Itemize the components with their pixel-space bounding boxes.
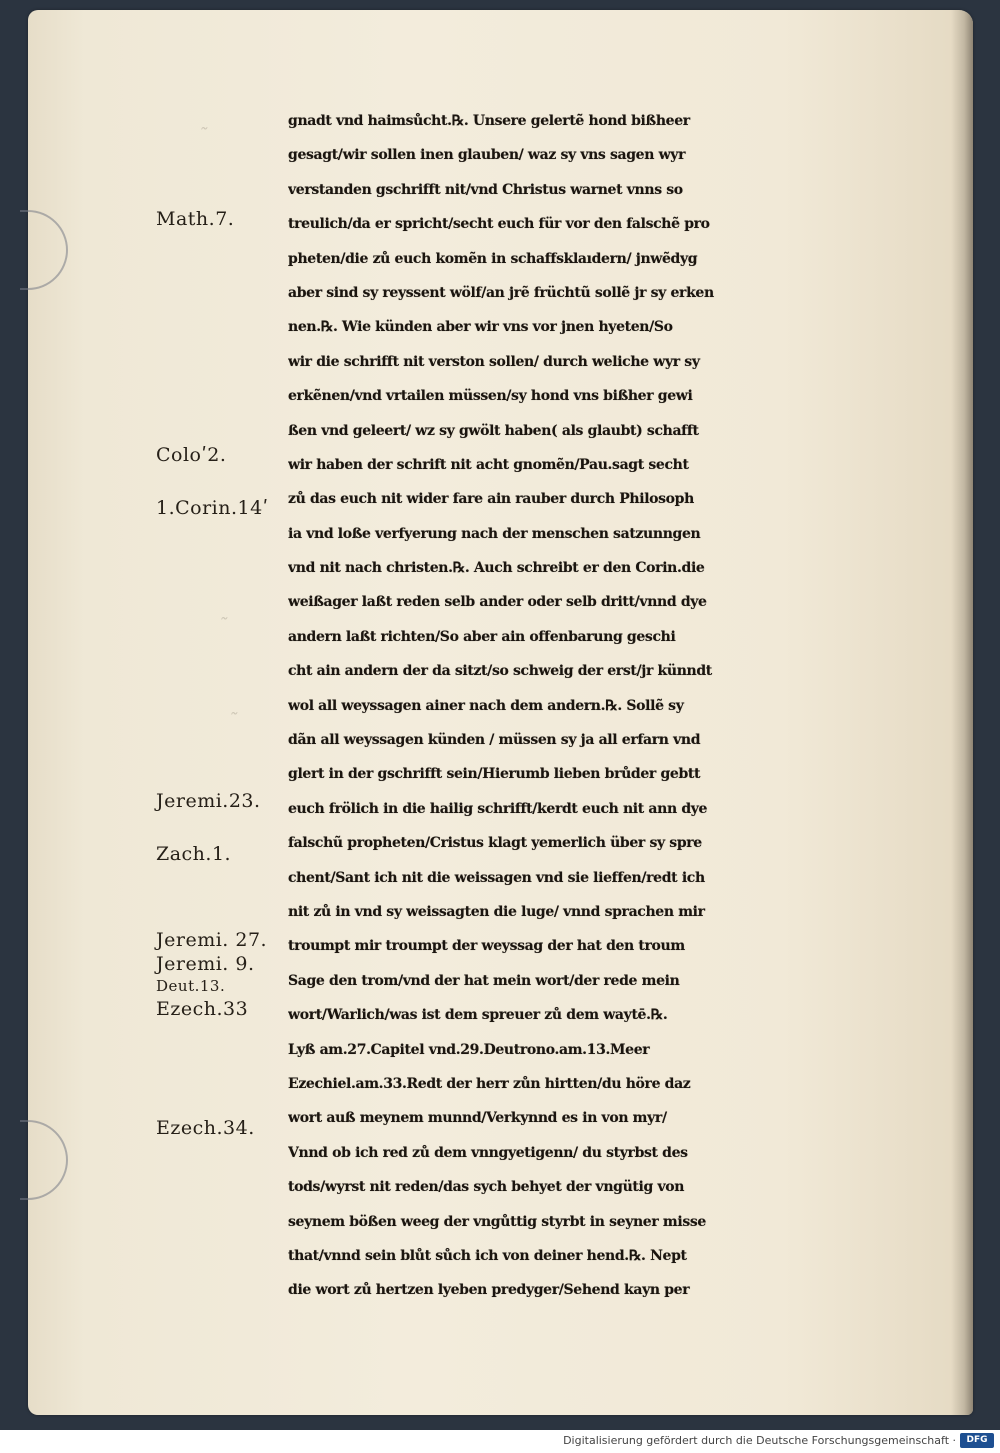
main-text-block <box>288 104 938 1308</box>
text-line: ßen vnd geleert/ wz sy gwölt haben( als glaubt) schafft <box>288 422 699 439</box>
text-line: andern laßt richten/So aber ain offenbarung geschi <box>288 628 676 645</box>
margin-note: Jeremi. 27. <box>156 929 268 951</box>
margin-note: Jeremi.23. <box>156 790 261 812</box>
text-line: nit zů in vnd sy weissagten die luge/ vnnd sprachen mir <box>288 903 705 920</box>
text-line: wort/Warlich/was ist dem spreuer zů dem waytē.℞. <box>288 1007 668 1024</box>
text-line: that/vnnd sein blůt sůch ich von deiner hend.℞. Nept <box>288 1247 687 1264</box>
text-line: glert in der gschrifft sein/Hierumb lieben brůder gebtt <box>288 766 701 783</box>
text-line: tods/wyrst nit reden/das sych behyet der vngütig von <box>288 1179 685 1196</box>
text-line: die wort zů hertzen lyeben predyger/Sehend kayn per <box>288 1282 690 1299</box>
margin-note: Zach.1. <box>156 843 232 865</box>
text-line: weißager laßt reden selb ander oder selb dritt/vnnd dye <box>288 594 707 611</box>
text-line: vnd nit nach christen.℞. Auch schreibt er den Corin.die <box>288 560 705 577</box>
text-line: troumpt mir troumpt der weyssag der hat den troum <box>288 938 685 955</box>
page-edge-shadow <box>951 10 973 1415</box>
margin-note: Ezech.34. <box>156 1117 255 1139</box>
text-line: pheten/die zů euch komẽn in schaffsklaıdern/ jnwẽdyg <box>288 250 698 267</box>
text-line: euch frölich in die hailig schrifft/kerdt euch nit ann dye <box>288 800 708 817</box>
binding-ring-mark <box>20 1120 68 1200</box>
text-line: Vnnd ob ich red zů dem vnngyetigenn/ du styrbst des <box>288 1144 688 1161</box>
bleed-through-mark: ˜ <box>228 710 237 731</box>
footer-credit: Digitalisierung gefördert durch die Deutsche Forschungsgemeinschaft · <box>563 1434 956 1447</box>
binding-ring-mark <box>20 210 68 290</box>
margin-note: Jeremi. 9. <box>156 953 255 975</box>
text-line: Sage den trom/vnd der hat mein wort/der rede mein <box>288 972 680 989</box>
text-line: wol all weyssagen ainer nach dem andern.℞. Sollẽ sy <box>288 697 684 714</box>
text-line: wir die schrifft nit verston sollen/ durch weliche wyr sy <box>288 353 700 370</box>
bleed-through-mark: ˜ <box>198 125 207 146</box>
text-line: zů das euch nit wider fare ain rauber durch Philosoph <box>288 491 694 508</box>
text-line: dãn all weyssagen künden / müssen sy ja all erfarn vnd <box>288 732 701 749</box>
text-line: falschũ propheten/Cristus klagt yemerlich über sy spre <box>288 835 702 852</box>
text-line: Lyß am.27.Capitel vnd.29.Deutrono.am.13.Meer <box>288 1041 650 1058</box>
text-line: cht ain andern der da sitzt/so schweig der erst/jr künndt <box>288 663 712 680</box>
margin-note: Ezech.33 <box>156 998 249 1020</box>
dfg-logo-icon: DFG <box>960 1433 994 1448</box>
margin-note: Math.7. <box>156 208 235 230</box>
text-line: Ezechiel.am.33.Redt der herr zůn hirtten/du höre daz <box>288 1075 691 1092</box>
text-line: verstanden gschrifft nit/vnd Christus warnet vnns so <box>288 181 683 198</box>
text-line: ia vnd loße verfyerung nach der menschen satzunngen <box>288 525 701 542</box>
margin-note: Coloʹ2. <box>156 444 227 466</box>
margin-note: Deut.13. <box>156 977 226 995</box>
text-line: gnadt vnd haimsůcht.℞. Unsere gelertẽ hond bißheer <box>288 113 690 129</box>
margin-note: 1.Corin.14ʹ <box>156 497 269 519</box>
bleed-through-mark: ˜ <box>218 615 227 636</box>
text-line: chent/Sant ich nit die weissagen vnd sie lieffen/redt ich <box>288 869 705 886</box>
text-line: nen.℞. Wie künden aber wir vns vor jnen hyeten/So <box>288 319 673 336</box>
text-line: gesagt/wir sollen inen glauben/ waz sy vns sagen wyr <box>288 147 686 164</box>
text-line: aber sind sy reyssent wölf/an jrẽ früchtũ sollẽ jr sy erken <box>288 284 714 301</box>
text-line: wir haben der schrift nit acht gnomẽn/Pau.sagt secht <box>288 456 689 473</box>
text-line: erkẽnen/vnd vrtailen müssen/sy hond vns bißher gewi <box>288 388 693 405</box>
text-line: seynem bößen weeg der vngůttig styrbt in seyner misse <box>288 1213 706 1230</box>
text-line: wort auß meynem munnd/Verkynnd es in von myr/ <box>288 1110 667 1127</box>
text-line: treulich/da er spricht/secht euch für vor den falschẽ pro <box>288 216 710 233</box>
digitization-footer <box>0 1430 1000 1453</box>
